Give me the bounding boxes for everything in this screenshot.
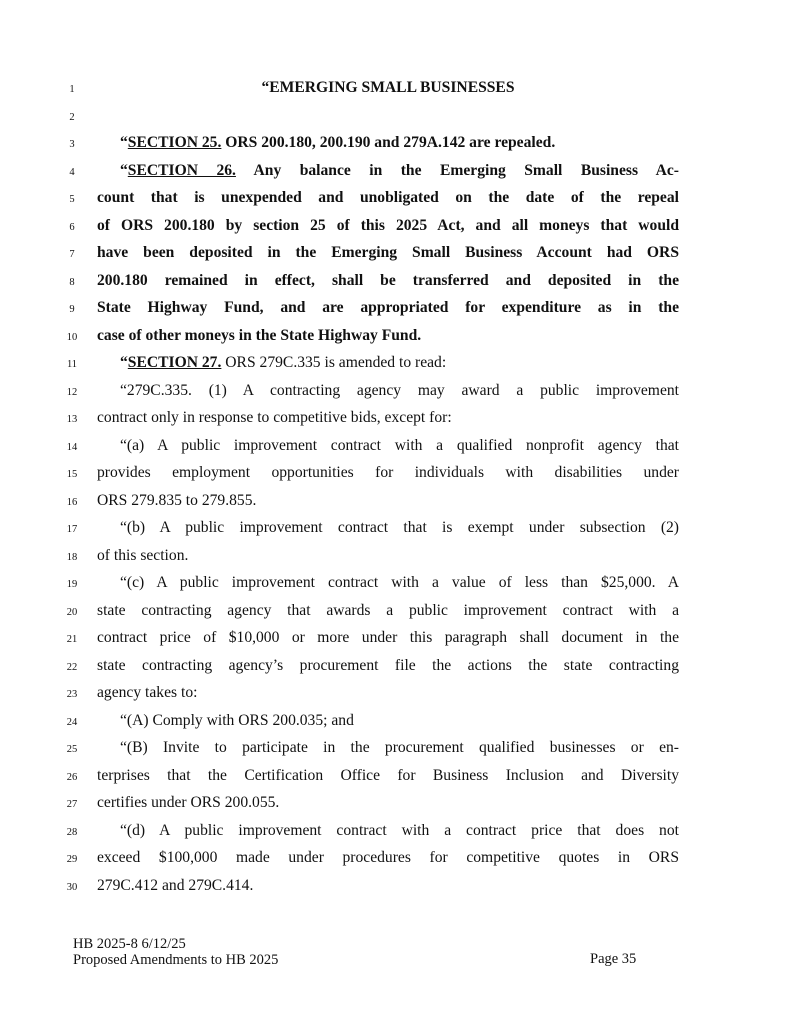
line-number: 5 <box>69 194 75 205</box>
line-number: 6 <box>69 221 75 233</box>
document-line <box>0 790 800 818</box>
line-number: 24 <box>66 716 78 728</box>
line-number: 14 <box>66 441 78 453</box>
document-line <box>0 598 800 626</box>
line-number: 7 <box>69 249 75 260</box>
line-number: 26 <box>66 771 78 783</box>
document-line <box>0 625 800 653</box>
line-number: 29 <box>66 854 78 865</box>
line-text: 200.180 remained in effect, shall be transferred and deposited in the <box>97 271 679 289</box>
line-number: 10 <box>66 331 78 343</box>
document-line <box>0 873 800 901</box>
line-number: 9 <box>69 304 75 315</box>
document-line <box>0 763 800 791</box>
document-line <box>0 653 800 681</box>
line-number: 27 <box>66 799 78 810</box>
line-number: 4 <box>69 166 75 178</box>
line-text: have been deposited in the Emerging Small Business Account had ORS <box>97 244 679 261</box>
document-line <box>0 213 800 241</box>
line-number: 16 <box>66 496 78 508</box>
document-line <box>0 433 800 461</box>
line-number: 12 <box>66 386 78 398</box>
line-number: 28 <box>66 826 78 838</box>
open-quote: “ <box>120 354 128 371</box>
line-text <box>120 133 679 153</box>
line-text: contract only in response to competitive bids, except for: <box>97 409 452 426</box>
line-number: 2 <box>69 111 75 123</box>
footer-title: Proposed Amendments to HB 2025 <box>73 952 279 968</box>
document-line <box>0 680 800 708</box>
line-text: terprises that the Certification Office for Business Inclusion and Diversity <box>97 766 679 784</box>
line-text: “(A) Comply with ORS 200.035; and <box>120 711 354 729</box>
line-text: case of other moneys in the State Highway Fund. <box>97 326 422 344</box>
section-body: ORS 200.180, 200.190 and 279A.142 are repealed. <box>221 134 556 151</box>
line-number: 19 <box>66 579 78 590</box>
line-number: 20 <box>66 606 78 618</box>
line-text: State Highway Fund, and are appropriated for expenditure as in the <box>97 299 679 316</box>
line-text: state contracting agency that awards a public improvement contract with a <box>97 601 679 619</box>
section-body: ORS 279C.335 is amended to read: <box>221 354 447 371</box>
line-text: “(a) A public improvement contract with a qualified nonprofit agency that <box>120 436 679 454</box>
document-line <box>0 130 800 158</box>
line-number: 3 <box>69 139 75 150</box>
line-text: certifies under ORS 200.055. <box>97 794 280 811</box>
line-text: of this section. <box>97 546 189 564</box>
document-line <box>0 708 800 736</box>
line-number: 8 <box>69 276 75 288</box>
section-body: Any balance in the Emerging Small Business Ac- <box>235 161 679 179</box>
document-line <box>0 570 800 598</box>
document-line <box>0 735 800 763</box>
document-line <box>0 488 800 516</box>
section-heading: “EMERGING SMALL BUSINESSES <box>261 79 515 96</box>
line-text: ORS 279.835 to 279.855. <box>97 491 257 509</box>
line-number: 21 <box>66 634 78 645</box>
line-text: “(B) Invite to participate in the procurement qualified businesses or en- <box>120 739 679 756</box>
line-number: 1 <box>69 84 75 95</box>
page-number: Page 35 <box>590 951 637 967</box>
document-line <box>0 378 800 406</box>
line-text: exceed $100,000 made under procedures for competitive quotes in ORS <box>97 849 679 866</box>
line-text: count that is unexpended and unobligated on the date of the repeal <box>97 189 679 206</box>
line-number: 22 <box>66 661 78 673</box>
line-number: 17 <box>66 524 78 535</box>
document-line <box>0 268 800 296</box>
line-text <box>120 161 679 181</box>
line-number: 30 <box>66 881 78 893</box>
line-text: 279C.412 and 279C.414. <box>97 876 254 894</box>
open-quote: “ <box>120 134 128 151</box>
line-text: of ORS 200.180 by section 25 of this 2025 Act, and all moneys that would <box>97 216 679 234</box>
section-label: SECTION 26. <box>127 161 236 179</box>
line-number: 13 <box>66 414 78 425</box>
document-line <box>0 158 800 186</box>
open-quote: “ <box>120 161 128 179</box>
line-text: “279C.335. (1) A contracting agency may award a public improvement <box>120 381 679 399</box>
section-label: SECTION 27. <box>127 354 222 371</box>
section-label: SECTION 25. <box>127 134 222 151</box>
line-number: 23 <box>66 689 78 700</box>
document-line <box>0 75 800 103</box>
document-line <box>0 543 800 571</box>
line-number: 11 <box>66 359 78 370</box>
line-number: 25 <box>66 744 78 755</box>
line-text: “(c) A public improvement contract with a value of less than $25,000. A <box>120 574 679 591</box>
line-text: agency takes to: <box>97 684 198 701</box>
line-text <box>120 353 679 373</box>
line-number: 15 <box>66 469 78 480</box>
document-line <box>0 240 800 268</box>
line-text: provides employment opportunities for individuals with disabilities under <box>97 464 679 481</box>
document-line <box>0 515 800 543</box>
document-line <box>0 845 800 873</box>
line-text: contract price of $10,000 or more under this paragraph shall document in the <box>97 629 679 646</box>
document-line <box>0 295 800 323</box>
document-line <box>0 405 800 433</box>
line-number: 18 <box>66 551 78 563</box>
document-line <box>0 460 800 488</box>
footer-bill-date: HB 2025-8 6/12/25 <box>73 936 186 952</box>
line-text: “(d) A public improvement contract with a contract price that does not <box>120 821 679 839</box>
document-line <box>0 323 800 351</box>
line-text: “(b) A public improvement contract that is exempt under subsection (2) <box>120 519 679 536</box>
document-line <box>0 350 800 378</box>
line-text: state contracting agency’s procurement file the actions the state contracting <box>97 656 679 674</box>
document-line <box>0 818 800 846</box>
document-line <box>0 103 800 131</box>
document-line <box>0 185 800 213</box>
